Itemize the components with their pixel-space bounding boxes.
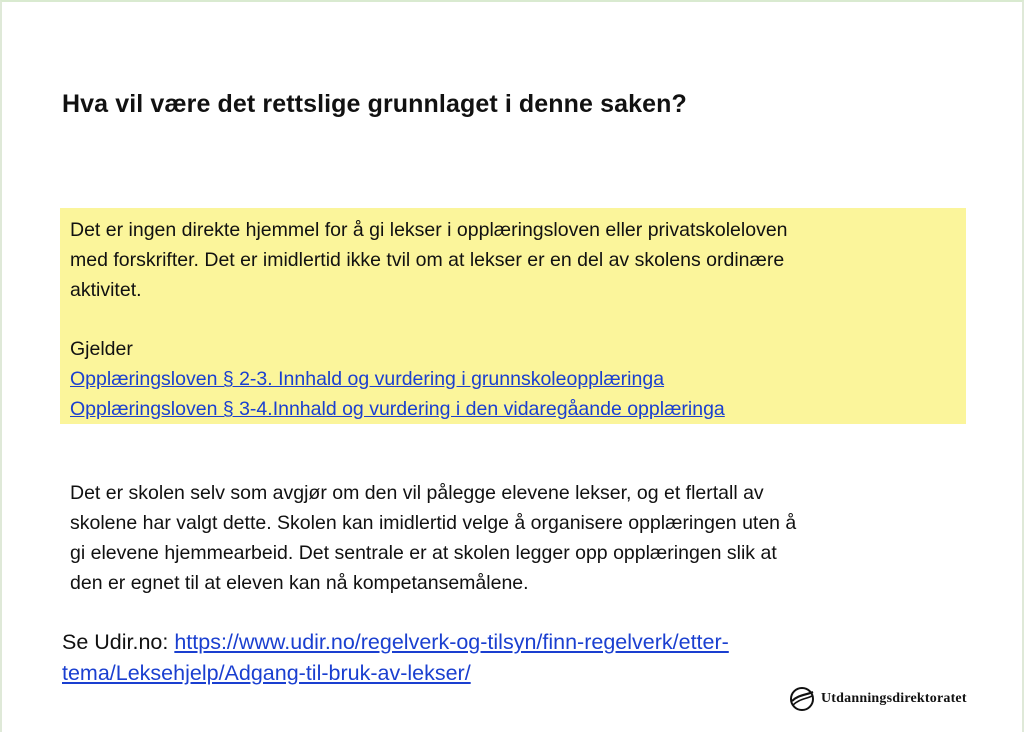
highlight-box xyxy=(60,208,966,424)
law-link-3-4[interactable]: Opplæringsloven § 3-4.Innhald og vurdering i den vidaregåande opplæringa xyxy=(70,398,725,420)
body-line: den er egnet til at eleven kan nå kompetansemålene. xyxy=(70,572,529,594)
source-link-line-2: tema/Leksehjelp/Adgang-til-bruk-av-lekser/ xyxy=(62,661,471,685)
highlight-line: Det er ingen direkte hjemmel for å gi lekser i opplæringsloven eller privatskoleloven xyxy=(70,219,788,241)
udir-logo xyxy=(789,686,967,712)
udir-logo-icon xyxy=(789,686,815,712)
highlight-line: aktivitet. xyxy=(70,279,142,301)
udir-logo-text: Utdanningsdirektoratet xyxy=(821,691,967,706)
source-link-line-1: https://www.udir.no/regelverk-og-tilsyn/finn-regelverk/etter- xyxy=(174,630,729,654)
body-line: Det er skolen selv som avgjør om den vil pålegge elevene lekser, og et flertall av xyxy=(70,482,764,504)
source-reference xyxy=(62,627,922,689)
highlight-line: med forskrifter. Det er imidlertid ikke tvil om at lekser er en del av skolens ordinære xyxy=(70,249,785,271)
law-link-2-3[interactable]: Opplæringsloven § 2-3. Innhald og vurdering i grunnskoleopplæringa xyxy=(70,368,665,390)
source-prefix: Se Udir.no: xyxy=(62,630,175,654)
applies-label: Gjelder xyxy=(70,338,133,360)
body-paragraph xyxy=(70,478,950,598)
highlight-paragraph xyxy=(70,215,956,305)
body-line: skolene har valgt dette. Skolen kan imidlertid velge å organisere opplæringen uten å xyxy=(70,512,797,534)
slide-title: Hva vil være det rettslige grunnlaget i denne saken? xyxy=(62,90,687,118)
body-line: gi elevene hjemmearbeid. Det sentrale er at skolen legger opp opplæringen slik at xyxy=(70,542,777,564)
